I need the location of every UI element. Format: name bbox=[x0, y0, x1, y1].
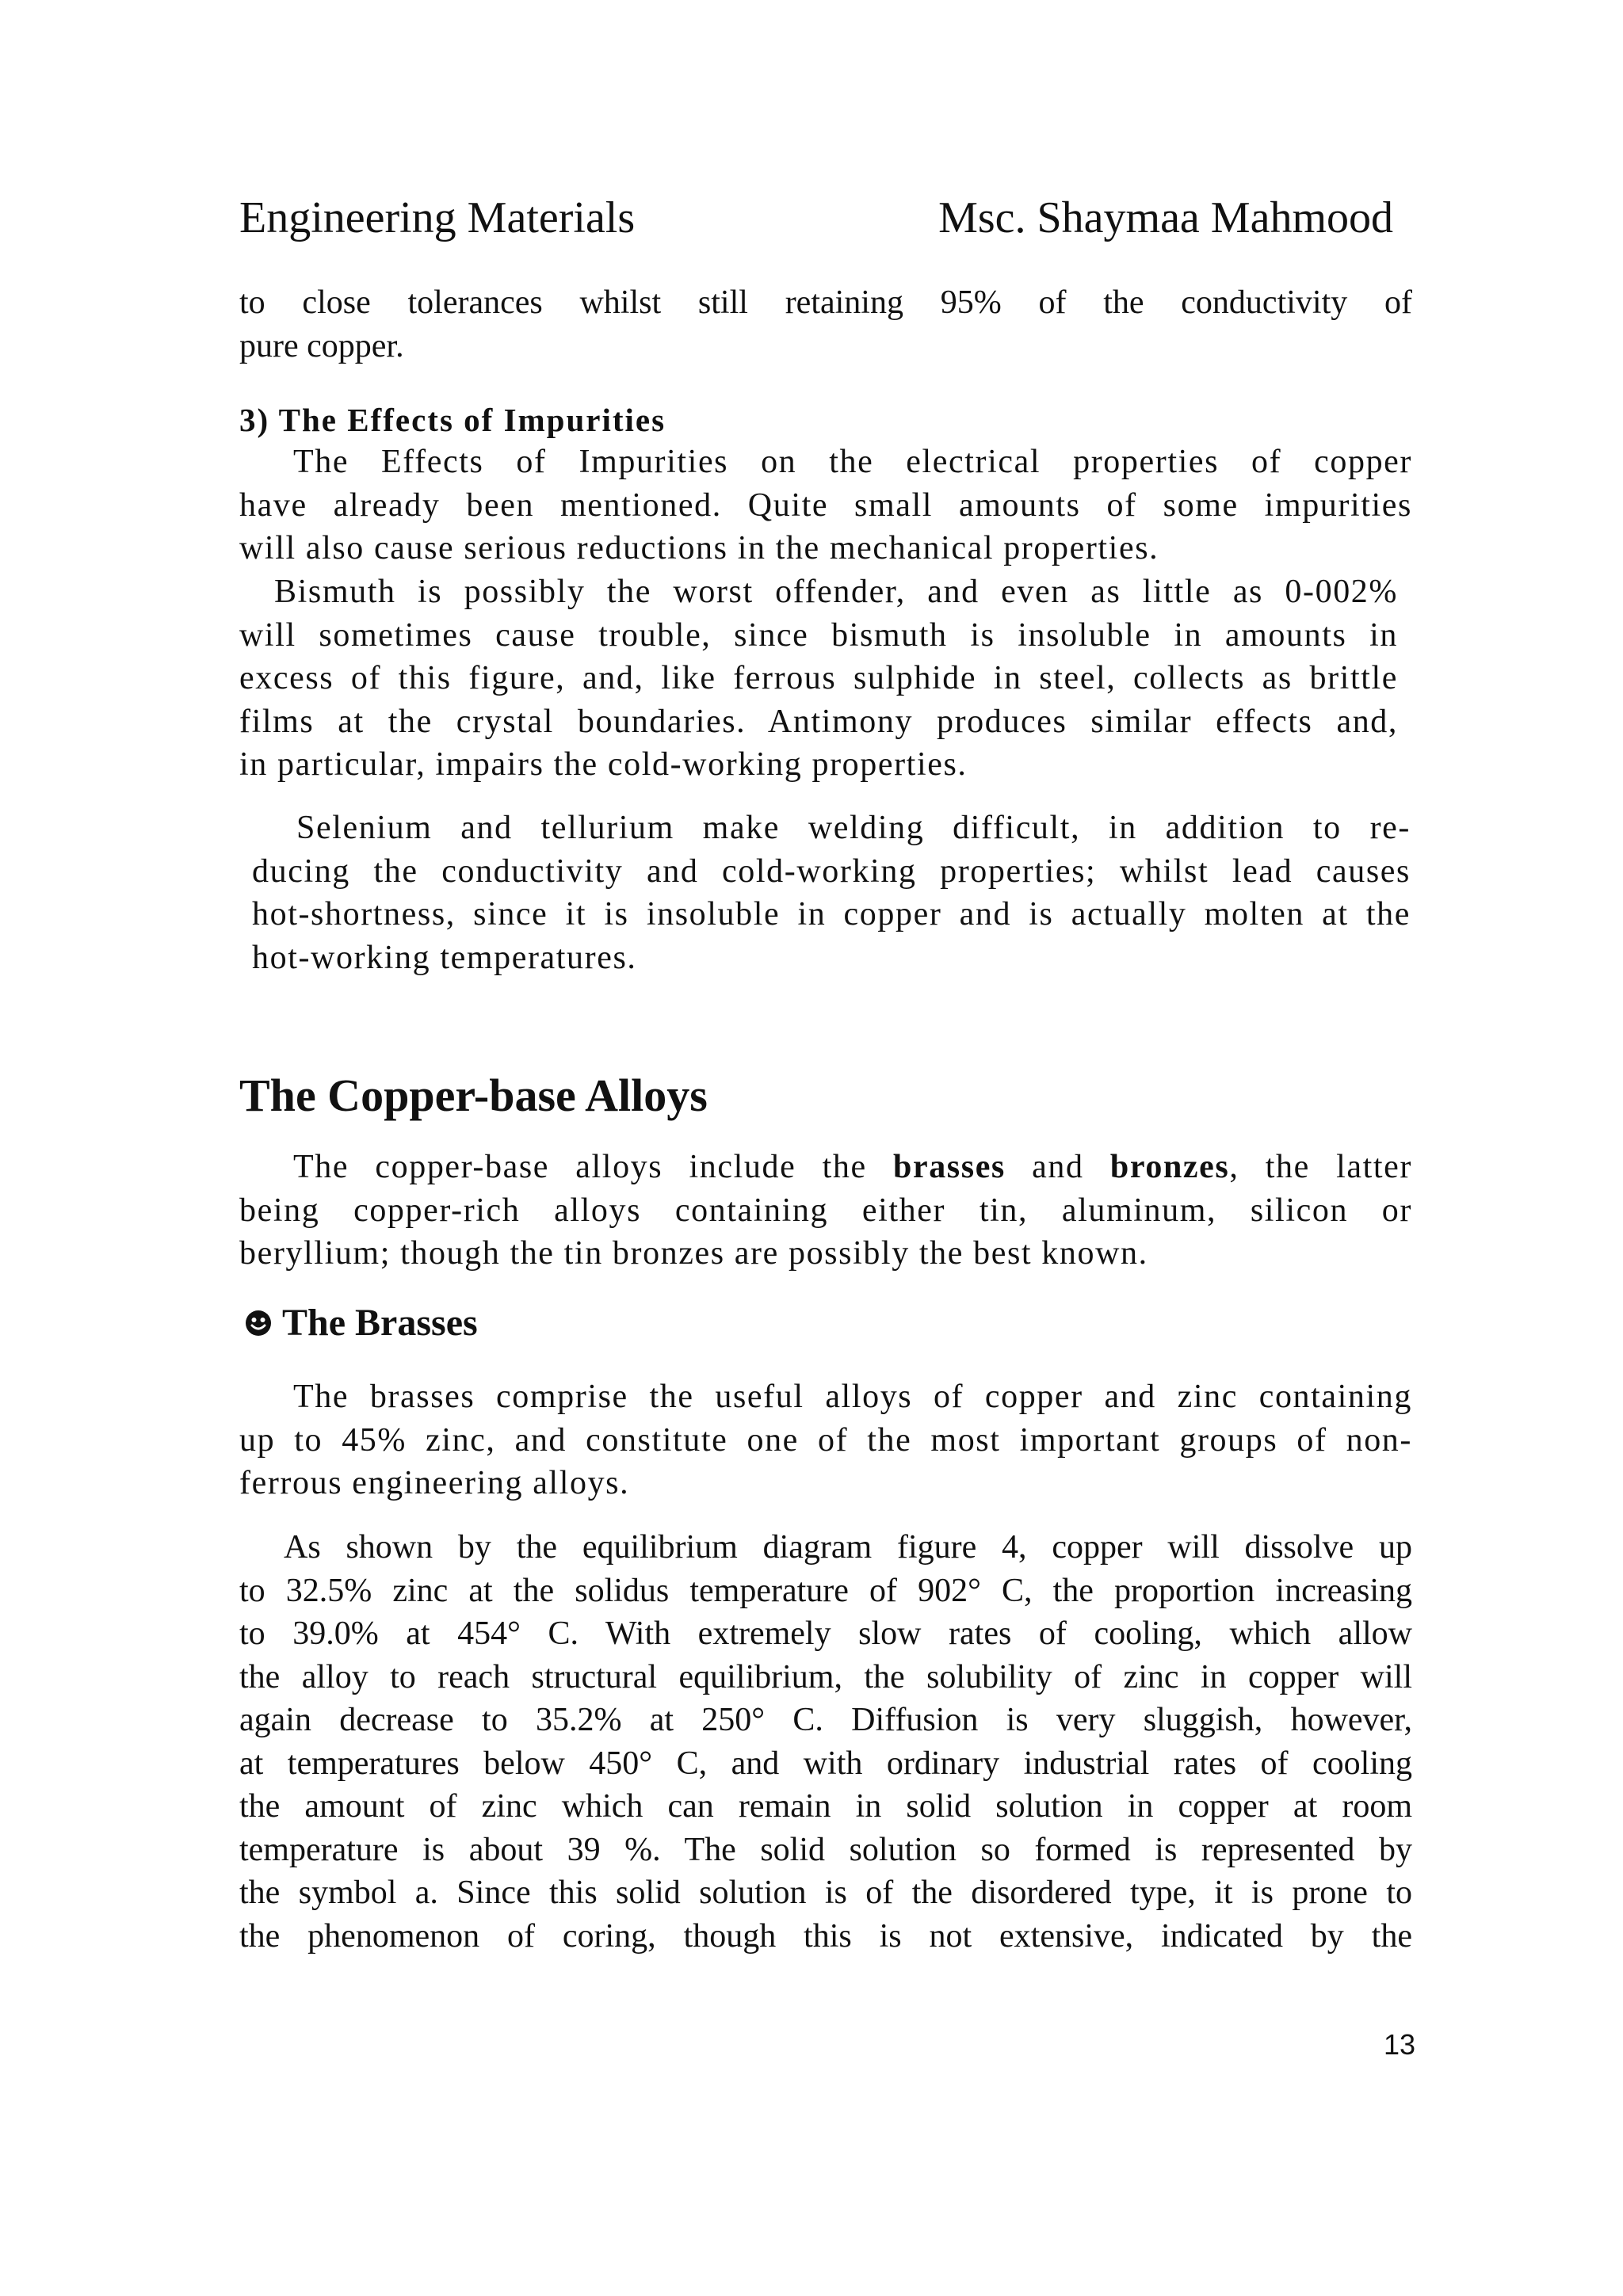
copper-alloys-paragraph bbox=[239, 1146, 1412, 1276]
impurities-paragraph-1 bbox=[239, 441, 1412, 570]
intro-paragraph bbox=[239, 281, 1412, 368]
text-line: the alloy to reach structural equilibrium, the solubility of zinc in copper will bbox=[239, 1658, 1412, 1695]
text-line: up to 45% zinc, and constitute one of the most important groups of non- bbox=[239, 1421, 1412, 1459]
impurities-paragraph-2 bbox=[239, 570, 1398, 787]
text-line: beryllium; though the tin bronzes are possibly the best known. bbox=[239, 1235, 1148, 1272]
text-line: again decrease to 35.2% at 250° C. Diffusion is very sluggish, however, bbox=[239, 1702, 1412, 1738]
text-line: Selenium and tellurium make welding difficult, in addition to re- bbox=[296, 810, 1411, 846]
bold-term-brasses: brasses bbox=[893, 1149, 1006, 1185]
section-heading-impurities: 3) The Effects of Impurities bbox=[239, 402, 666, 438]
text-line: films at the crystal boundaries. Antimony produces similar effects and, bbox=[239, 703, 1398, 740]
text-line: to 39.0% at 454° C. With extremely slow rates of cooling, which allow bbox=[239, 1615, 1412, 1652]
brasses-paragraph-1 bbox=[239, 1375, 1412, 1505]
text-line bbox=[239, 1146, 1412, 1189]
text-line: have already been mentioned. Quite small amounts of some impurities bbox=[239, 486, 1412, 524]
text-line: As shown by the equilibrium diagram figure 4, copper will dissolve up bbox=[284, 1529, 1412, 1566]
text-line: Bismuth is possibly the worst offender, and even as little as 0-002% bbox=[274, 574, 1398, 610]
text-line: being copper-rich alloys containing either tin, aluminum, silicon or bbox=[239, 1192, 1412, 1229]
text-line: ducing the conductivity and cold-working properties; whilst lead causes bbox=[252, 852, 1411, 890]
header-author: Msc. Shaymaa Mahmood bbox=[938, 193, 1393, 242]
text-line: hot-working temperatures. bbox=[252, 939, 637, 976]
text-line: ferrous engineering alloys. bbox=[239, 1465, 630, 1501]
text-run: The copper-base alloys include the bbox=[293, 1149, 867, 1185]
text-line: the amount of zinc which can remain in solid solution in copper at room bbox=[239, 1788, 1412, 1825]
bold-term-bronzes: bronzes bbox=[1109, 1149, 1230, 1185]
text-run: , the latter bbox=[1229, 1149, 1412, 1185]
header-course-title: Engineering Materials bbox=[239, 193, 636, 242]
text-line: The Effects of Impurities on the electrical properties of copper bbox=[293, 444, 1412, 480]
page-number: 13 bbox=[1383, 2028, 1415, 2061]
impurities-paragraph-3 bbox=[252, 807, 1411, 979]
subsection-heading-text: The Brasses bbox=[282, 1302, 478, 1344]
text-line: The brasses comprise the useful alloys of copper and zinc containing bbox=[293, 1379, 1412, 1415]
text-line: to 32.5% zinc at the solidus temperature of 902° C, the proportion increasing bbox=[239, 1572, 1412, 1609]
text-line: will also cause serious reductions in the mechanical properties. bbox=[239, 530, 1159, 566]
text-line: will sometimes cause trouble, since bismuth is insoluble in amounts in bbox=[239, 616, 1398, 654]
text-line: the phenomenon of coring, though this is not extensive, indicated by the bbox=[239, 1917, 1412, 1955]
text-line: to close tolerances whilst still retaining 95% of the conductivity of bbox=[239, 284, 1412, 321]
brasses-paragraph-2 bbox=[239, 1526, 1412, 1958]
text-line: excess of this figure, and, like ferrous sulphide in steel, collects as brittle bbox=[239, 660, 1398, 696]
smiley-face-icon bbox=[244, 1309, 273, 1337]
text-run: and bbox=[1032, 1149, 1084, 1185]
text-line: the symbol a. Since this solid solution is of the disordered type, it is prone to bbox=[239, 1875, 1412, 1911]
text-line: in particular, impairs the cold-working properties. bbox=[239, 746, 968, 783]
text-line: hot-shortness, since it is insoluble in copper and is actually molten at the bbox=[252, 896, 1411, 933]
section-heading-copper-alloys: The Copper-base Alloys bbox=[239, 1070, 708, 1121]
text-line: temperature is about 39 %. The solid solution so formed is represented by bbox=[239, 1831, 1412, 1868]
text-line: pure copper. bbox=[239, 327, 404, 364]
subsection-heading-brasses bbox=[244, 1299, 1417, 1347]
text-line: at temperatures below 450° C, and with ordinary industrial rates of cooling bbox=[239, 1745, 1412, 1782]
